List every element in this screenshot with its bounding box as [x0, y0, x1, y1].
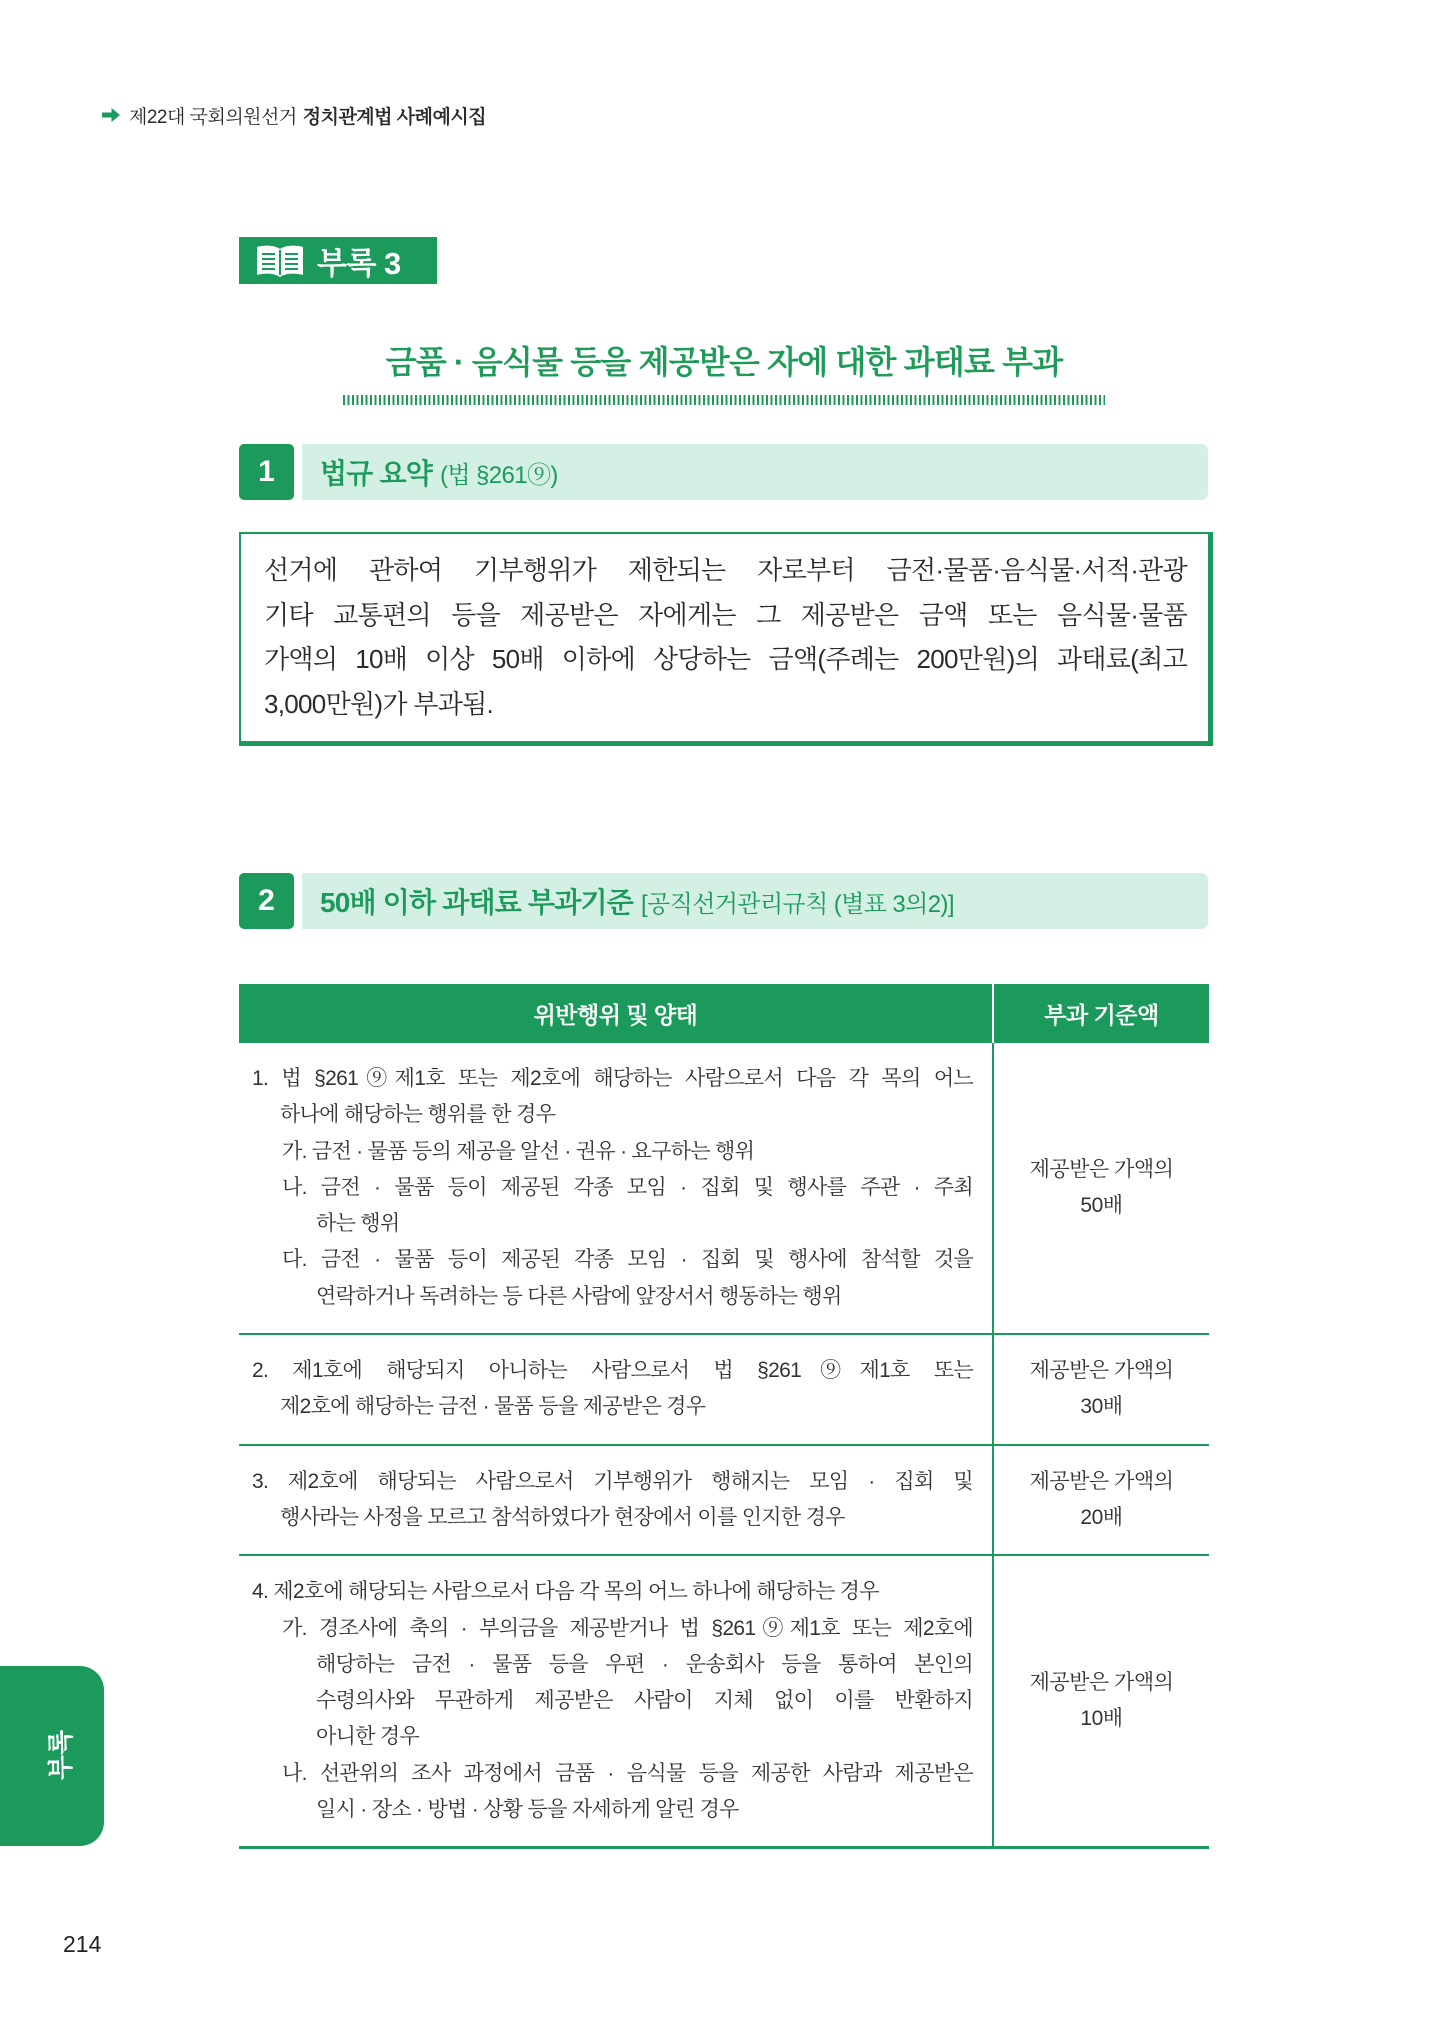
penalty-table	[239, 984, 1209, 1849]
summary-line: 가액의 10배 이상 50배 이하에 상당하는 금액(주례는 200만원)의 과태료(최고	[264, 644, 1187, 675]
table-body	[239, 1043, 1209, 1849]
amount-line: 제공받은 가액의	[1029, 1671, 1174, 1694]
amount-line: 20배	[1080, 1505, 1123, 1529]
amount-cell	[994, 1446, 1209, 1555]
appendix-label: 부록 3	[317, 246, 401, 281]
book-title: 정치관계법 사례예시집	[302, 106, 487, 128]
open-book-icon	[255, 244, 305, 278]
subitem-line: 나. 선관위의 조사 과정에서 금품 · 음식물 등을 제공한 사람과 제공받은	[282, 1761, 973, 1785]
section-heading-2	[302, 873, 1208, 929]
subitem-line: 수령의사와 무관하게 제공받은 사람이 지체 없이 이를 반환하지	[316, 1689, 973, 1713]
amount-cell	[994, 1556, 1209, 1846]
table-row	[239, 1446, 1209, 1557]
section-heading-1	[302, 444, 1208, 500]
appendix-badge	[239, 237, 437, 284]
item-line: 1. 법 §261⑨제1호 또는 제2호에 해당하는 사람으로서 다음 각 목의 어느	[252, 1067, 973, 1090]
section-heading-text: 50배 이하 과태료 부과기준	[320, 887, 633, 918]
column-header-amount: 부과 기준액	[1044, 1002, 1159, 1028]
side-tab-label: 부록	[45, 1729, 76, 1781]
law-summary-box	[239, 532, 1213, 746]
subitem-line: 해당하는 금전 · 물품 등을 우편 · 운송회사 등을 통하여 본인의	[316, 1652, 973, 1676]
subitem-line: 나. 금전 · 물품 등이 제공된 각종 모임 · 집회 및 행사를 주관 · 주최	[282, 1175, 973, 1199]
table-row	[239, 1335, 1209, 1446]
arrow-right-icon	[102, 108, 120, 122]
title-underline	[343, 395, 1105, 405]
subitem-line: 아니한 경우	[316, 1725, 420, 1749]
page-number: 214	[63, 1931, 102, 1957]
amount-cell	[994, 1043, 1209, 1333]
violation-cell	[239, 1446, 994, 1555]
subitem-line: 연락하거나 독려하는 등 다른 사람에 앞장서서 행동하는 행위	[316, 1284, 842, 1308]
item-line: 4. 제2호에 해당되는 사람으로서 다음 각 목의 어느 하나에 해당하는 경우	[252, 1580, 879, 1604]
subitem-line: 가. 금전 · 물품 등의 제공을 알선 · 권유 · 요구하는 행위	[282, 1139, 755, 1163]
item-line: 3. 제2호에 해당되는 사람으로서 기부행위가 행해지는 모임 · 집회 및	[252, 1469, 973, 1493]
violation-cell	[239, 1043, 994, 1333]
amount-line: 50배	[1080, 1194, 1123, 1218]
summary-line: 3,000만원)가 부과됨.	[264, 689, 494, 720]
amount-line: 30배	[1080, 1395, 1123, 1419]
amount-line: 제공받은 가액의	[1029, 1157, 1174, 1181]
section-number-2: 2	[239, 873, 294, 929]
table-row	[239, 1556, 1209, 1849]
section-heading-text: 법규 요약	[320, 458, 432, 489]
book-series-title: 제22대 국회의원선거	[129, 106, 297, 128]
section-reference: [공직선거관리규칙 (별표 3의2)]	[640, 890, 954, 918]
item-line: 제2호에 해당하는 금전 · 물품 등을 제공받은 경우	[280, 1395, 706, 1419]
item-line: 2. 제1호에 해당되지 아니하는 사람으로서 법 §261⑨제1호 또는	[252, 1359, 973, 1383]
item-line: 하나에 해당하는 행위를 한 경우	[280, 1103, 556, 1127]
column-header-violation: 위반행위 및 양태	[239, 984, 994, 1043]
item-line: 행사라는 사정을 모르고 참석하였다가 현장에서 이를 인지한 경우	[280, 1505, 845, 1529]
running-head	[102, 101, 486, 129]
section-number-1: 1	[239, 444, 294, 500]
violation-cell	[239, 1556, 994, 1846]
page-title: 금품 · 음식물 등을 제공받은 자에 대한 과태료 부과	[385, 344, 1063, 380]
amount-line: 제공받은 가액의	[1029, 1359, 1174, 1383]
subitem-line: 다. 금전 · 물품 등이 제공된 각종 모임 · 집회 및 행사에 참석할 것을	[282, 1248, 973, 1272]
amount-line: 10배	[1080, 1707, 1123, 1731]
summary-line: 선거에 관하여 기부행위가 제한되는 자로부터 금전·물품·음식물·서적·관광	[264, 555, 1187, 585]
subitem-line: 일시 · 장소 · 방법 · 상황 등을 자세하게 알린 경우	[316, 1798, 739, 1822]
summary-line: 기타 교통편의 등을 제공받은 자에게는 그 제공받은 금액 또는 음식물·물품	[264, 599, 1187, 630]
subitem-line: 가. 경조사에 축의 · 부의금을 제공받거나 법 §261⑨제1호 또는 제2호에	[282, 1616, 973, 1640]
section-reference: (법 §261⑨)	[439, 461, 558, 489]
table-header	[239, 984, 1209, 1043]
amount-line: 제공받은 가액의	[1029, 1469, 1174, 1493]
violation-cell	[239, 1335, 994, 1444]
amount-cell	[994, 1335, 1209, 1444]
side-tab	[0, 1666, 104, 1846]
table-row	[239, 1043, 1209, 1335]
subitem-line: 하는 행위	[316, 1212, 400, 1236]
